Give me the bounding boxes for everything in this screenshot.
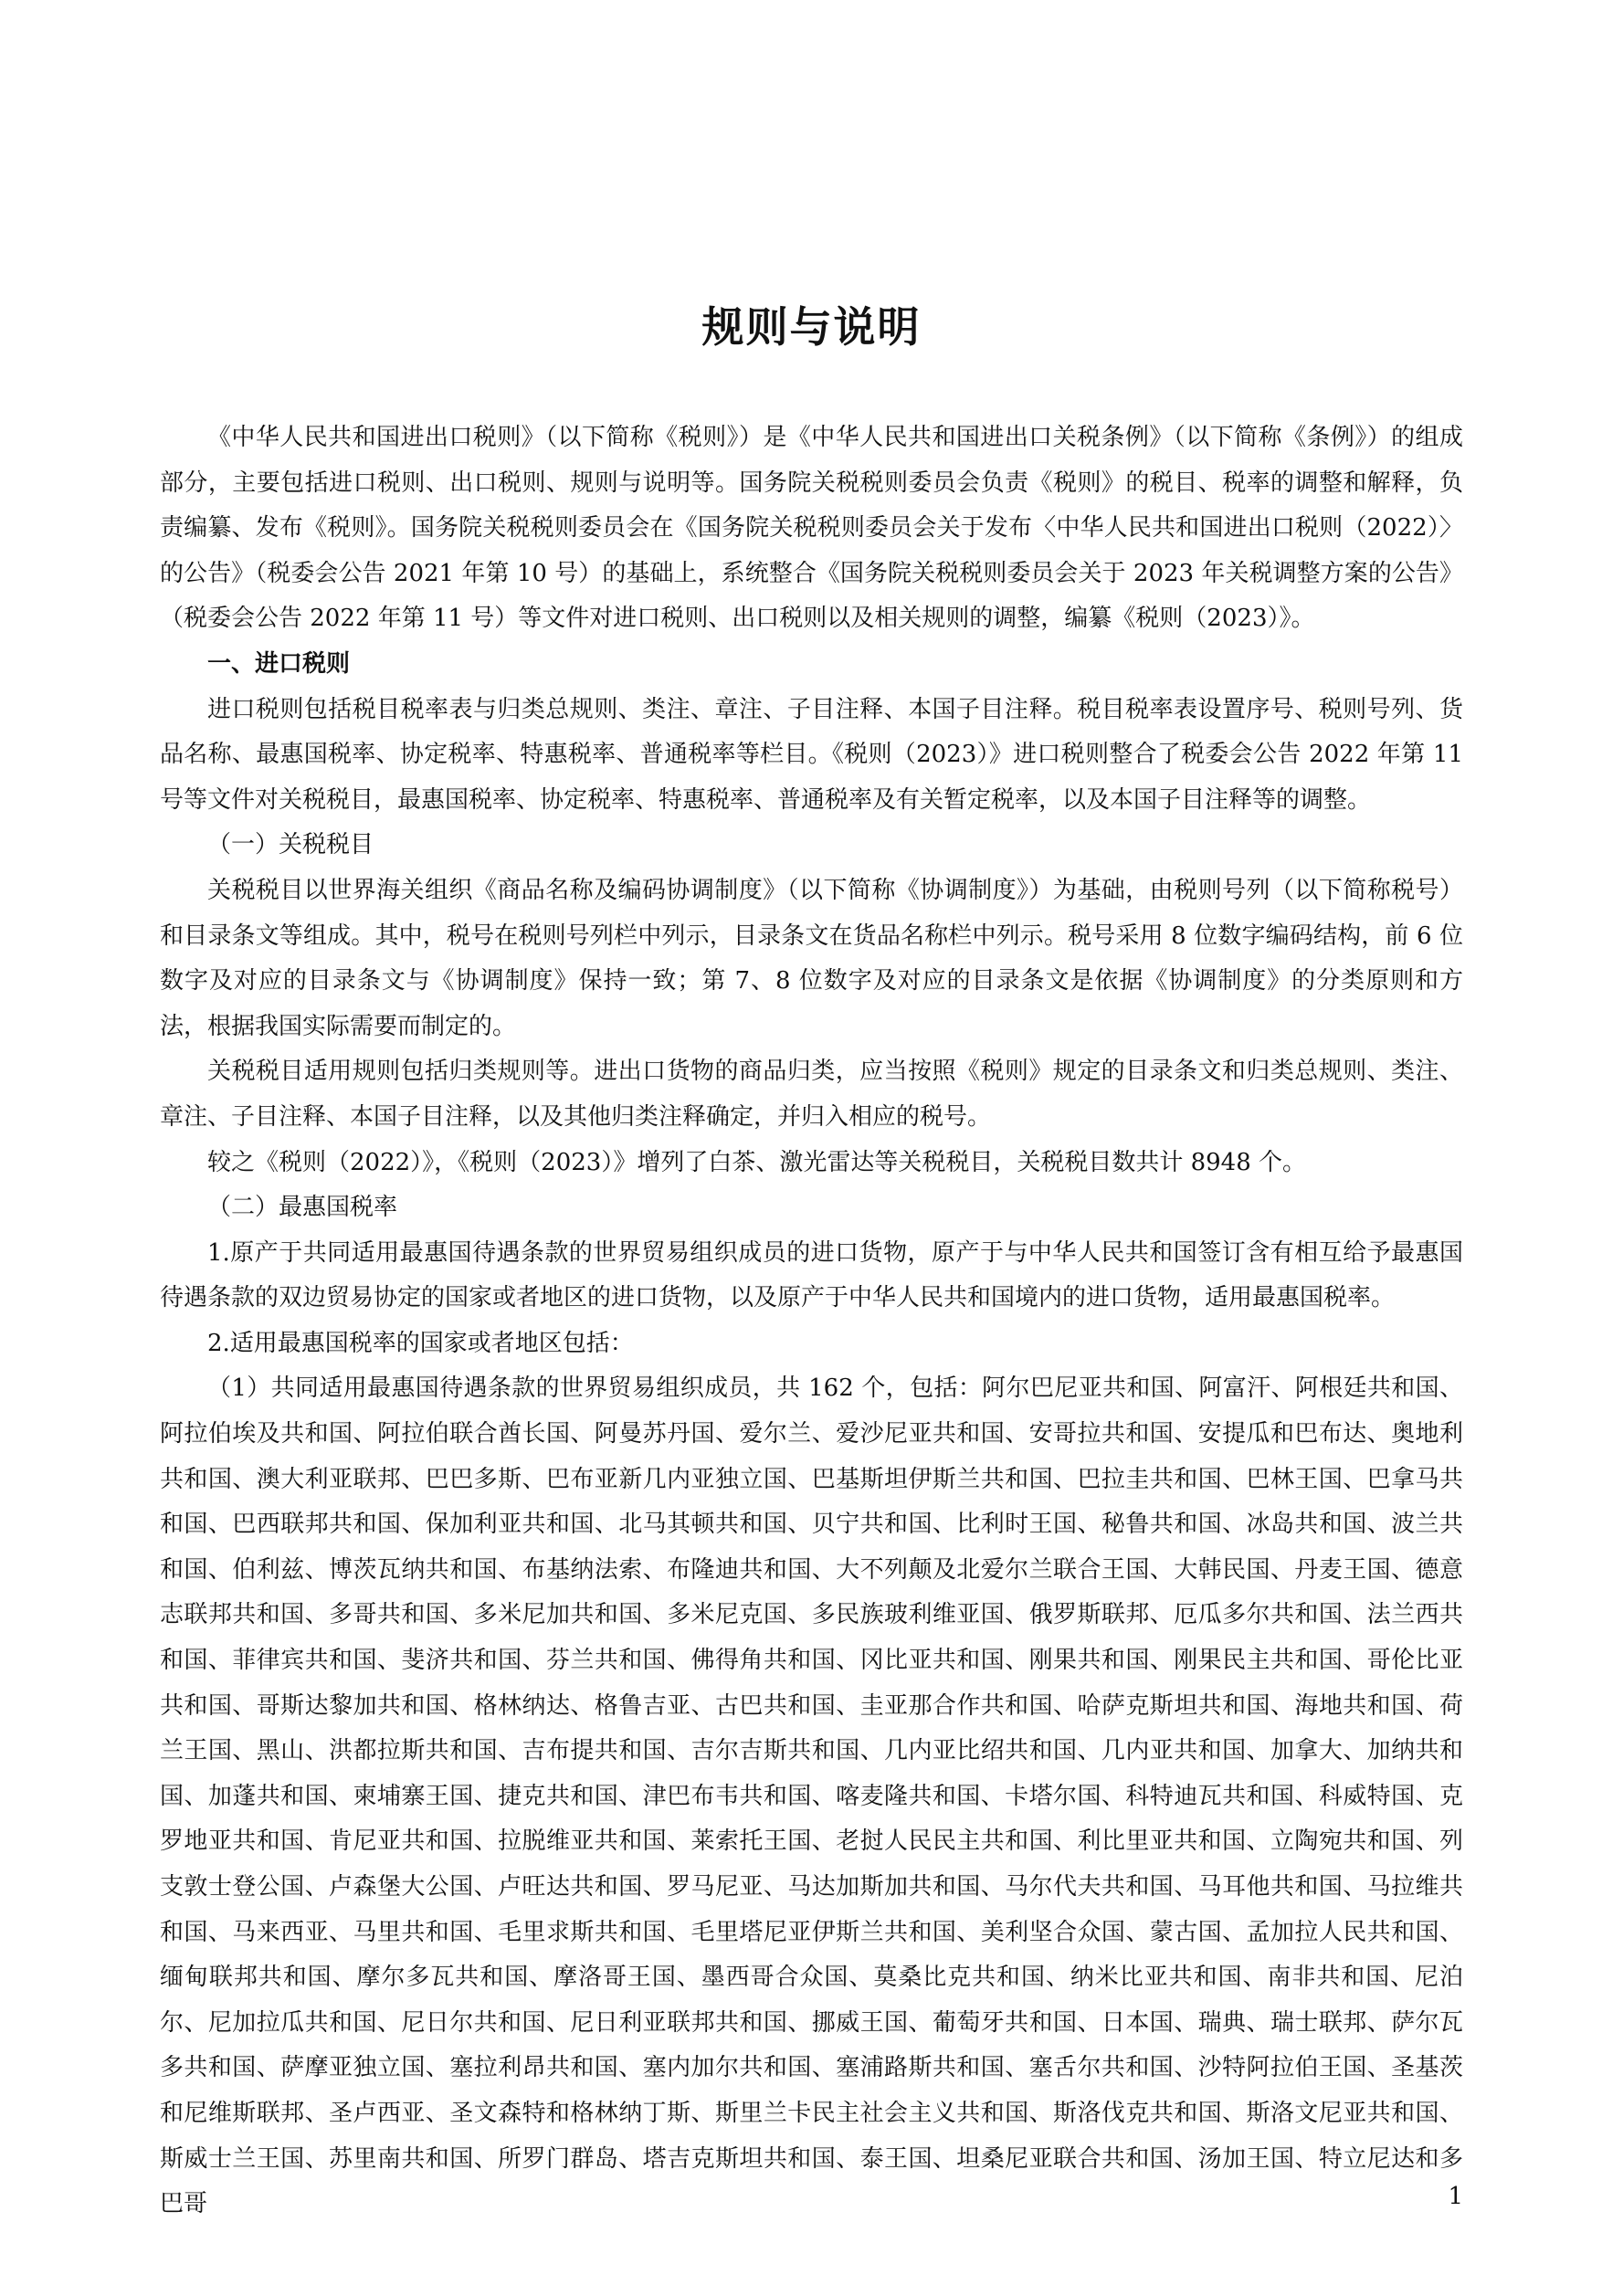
- section-heading-import-tariff: 一、进口税则: [207, 649, 351, 678]
- document-page: [160, 0, 1463, 2296]
- page-number: 1: [1448, 2183, 1463, 2210]
- subsection-heading-mfn-rate: （二）最惠国税率: [207, 1194, 398, 1222]
- section-paragraph-import-tariff: 进口税则包括税目税率表与归类总规则、类注、章注、子目注释、本国子目注释。税目税率表设置序号、税则号列、货品名称、最惠国税率、协定税率、特惠税率、普通税率等栏目。《税则（2023）》进口税则整合了税委会公告 2022 年第 11 号等文件对关税税目，最惠国税率、协定税率、特惠税率、普通税率及有关暂定税率，以及本国子目注释等的调整。: [160, 695, 1463, 814]
- page-title: 规则与说明: [701, 302, 922, 352]
- intro-paragraph: 《中华人民共和国进出口税则》（以下简称《税则》）是《中华人民共和国进出口关税条例》（以下简称《条例》）的组成部分，主要包括进口税则、出口税则、规则与说明等。国务院关税税则委员会负责《税则》的税目、税率的调整和解释，负责编纂、发布《税则》。国务院关税税则委员会在《国务院关税税则委员会关于发布〈中华人民共和国进出口税则（2022）〉的公告》（税委会公告 2021 年第 10 号）的基础上，系统整合《国务院关税税则委员会关于 2023 年关税调整方案的公告》（税委会公告 2022 年第 11 号）等文件对进口税则、出口税则以及相关规则的调整，编纂《税则（2023）》。: [160, 424, 1463, 633]
- mfn-paragraph-2: 2.适用最惠国税率的国家或者地区包括：: [207, 1329, 634, 1357]
- mfn-country-list-paragraph: （1）共同适用最惠国待遇条款的世界贸易组织成员，共 162 个，包括：阿尔巴尼亚共和国、阿富汗、阿根廷共和国、阿拉伯埃及共和国、阿拉伯联合酋长国、阿曼苏丹国、爱尔兰、爱沙尼亚共和国、安哥拉共和国、安提瓜和巴布达、奥地利共和国、澳大利亚联邦、巴巴多斯、巴布亚新几内亚独立国、巴基斯坦伊斯兰共和国、巴拉圭共和国、巴林王国、巴拿马共和国、巴西联邦共和国、保加利亚共和国、北马其顿共和国、贝宁共和国、比利时王国、秘鲁共和国、冰岛共和国、波兰共和国、伯利兹、博茨瓦纳共和国、布基纳法索、布隆迪共和国、大不列颠及北爱尔兰联合王国、大韩民国、丹麦王国、德意志联邦共和国、多哥共和国、多米尼加共和国、多米尼克国、多民族玻利维亚国、俄罗斯联邦、厄瓜多尔共和国、法兰西共和国、菲律宾共和国、斐济共和国、芬兰共和国、佛得角共和国、冈比亚共和国、刚果共和国、刚果民主共和国、哥伦比亚共和国、哥斯达黎加共和国、格林纳达、格鲁吉亚、古巴共和国、圭亚那合作共和国、哈萨克斯坦共和国、海地共和国、荷兰王国、黑山、洪都拉斯共和国、吉布提共和国、吉尔吉斯共和国、几内亚比绍共和国、几内亚共和国、加拿大、加纳共和国、加蓬共和国、柬埔寨王国、捷克共和国、津巴布韦共和国、喀麦隆共和国、卡塔尔国、科特迪瓦共和国、科威特国、克罗地亚共和国、肯尼亚共和国、拉脱维亚共和国、莱索托王国、老挝人民民主共和国、利比里亚共和国、立陶宛共和国、列支敦士登公国、卢森堡大公国、卢旺达共和国、罗马尼亚、马达加斯加共和国、马尔代夫共和国、马耳他共和国、马拉维共和国、马来西亚、马里共和国、毛里求斯共和国、毛里塔尼亚伊斯兰共和国、美利坚合众国、蒙古国、孟加拉人民共和国、缅甸联邦共和国、摩尔多瓦共和国、摩洛哥王国、墨西哥合众国、莫桑比克共和国、纳米比亚共和国、南非共和国、尼泊尔、尼加拉瓜共和国、尼日尔共和国、尼日利亚联邦共和国、挪威王国、葡萄牙共和国、日本国、瑞典、瑞士联邦、萨尔瓦多共和国、萨摩亚独立国、塞拉利昂共和国、塞内加尔共和国、塞浦路斯共和国、塞舌尔共和国、沙特阿拉伯王国、圣基茨和尼维斯联邦、圣卢西亚、圣文森特和格林纳丁斯、斯里兰卡民主社会主义共和国、斯洛伐克共和国、斯洛文尼亚共和国、斯威士兰王国、苏里南共和国、所罗门群岛、塔吉克斯坦共和国、泰王国、坦桑尼亚联合共和国、汤加王国、特立尼达和多巴哥: [160, 1374, 1463, 2218]
- tariff-items-paragraph-1: 关税税目以世界海关组织《商品名称及编码协调制度》（以下简称《协调制度》）为基础，由税则号列（以下简称税号）和目录条文等组成。其中，税号在税则号列栏中列示，目录条文在货品名称栏中列示。税号采用 8 位数字编码结构，前 6 位数字及对应的目录条文与《协调制度》保持一致；第 7、8 位数字及对应的目录条文是依据《协调制度》的分类原则和方法，根据我国实际需要而制定的。: [160, 876, 1463, 1040]
- subsection-heading-tariff-items: （一）关税税目: [207, 831, 374, 859]
- mfn-paragraph-1: 1.原产于共同适用最惠国待遇条款的世界贸易组织成员的进口货物，原产于与中华人民共和国签订含有相互给予最惠国待遇条款的双边贸易协定的国家或者地区的进口货物，以及原产于中华人民共和国境内的进口货物，适用最惠国税率。: [160, 1238, 1463, 1312]
- tariff-items-paragraph-3: 较之《税则（2022）》，《税则（2023）》增列了白茶、激光雷达等关税税目，关税税目数共计 8948 个。: [207, 1148, 1307, 1176]
- document-body: [160, 416, 1463, 2228]
- tariff-items-paragraph-2: 关税税目适用规则包括归类规则等。进出口货物的商品归类，应当按照《税则》规定的目录条文和归类总规则、类注、章注、子目注释、本国子目注释，以及其他归类注释确定，并归入相应的税号。: [160, 1058, 1463, 1131]
